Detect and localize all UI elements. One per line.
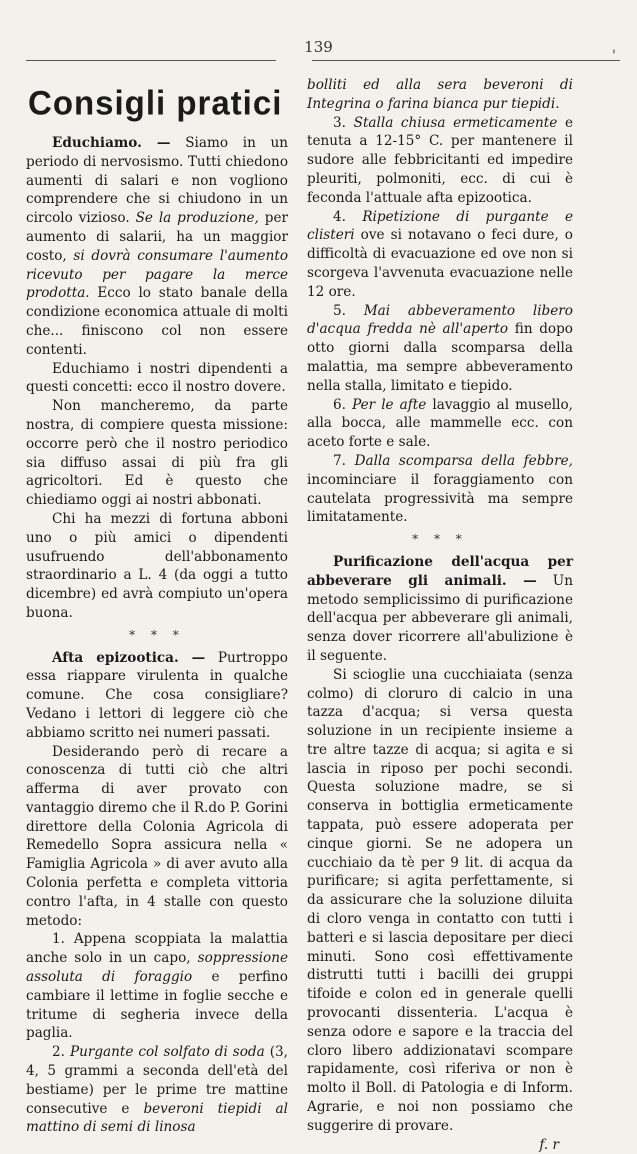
italic-text: Stalla chiusa ermeticamente [353,114,558,131]
signature: f. r [539,1136,559,1153]
header-rule-right [312,60,620,61]
left-column [26,74,288,1137]
section-heading-purificazione: Purificazione dell'acqua per abbeverare gli animali. — [307,553,573,589]
italic-text: Purgante col solfato di soda [69,1044,265,1061]
paragraph-text: 3. [333,114,346,131]
paragraph-text: 4. [333,208,346,225]
list-item [26,1043,288,1137]
right-column [307,76,573,1154]
paragraph-educhiamo [26,134,288,360]
italic-text: beveroni tiepidi al mattino di semi di linosa [26,1100,288,1136]
paragraph-text: 5. [333,302,346,319]
list-item [307,452,573,527]
italic-text: bolliti ed alla sera beveroni di Integrina o farina bianca pur tiepidi. [307,77,573,112]
italic-text: Dalla scomparsa della febbre, [354,452,573,469]
paragraph-text: ove si notavano o feci dure, o difficoltà di evacuazione ed ove non si scorgeva l'avvenuta evacuazione nelle 12 ore. [307,227,573,300]
paragraph-text: Un metodo semplicissimo di purificazione dell'acqua per abbeverare gli animali, senza dover ricorrere all'abulizione è il seguente. [307,572,574,664]
paragraph-continuation [307,76,573,114]
section-heading-educhiamo: Educhiamo. — [52,135,171,151]
italic-text: si dovrà consumare l'aumento ricevuto per pagare la merce prodotta. [26,247,288,302]
italic-text: Per le afte [352,396,427,413]
paragraph-text: 1. Appena scoppiata la malattia anche solo in un capo, [26,931,288,967]
page-title: Consigli pratici [28,83,283,122]
paragraph: Si scioglie una cucchiaiata (senza colmo) di cloruro di calcio in una tazza d'acqua; si versa questa soluzione in un recipiente insieme a tre altre tazze di acqua; si agita e si lascia in riposo per pochi secondi. Questa soluzione madre, se si conserva in bottiglia ermeticamente tappata, può essere adoperata per cinque giorni. Se ne adopera un cucchiaio da tè per 9 lit. di acqua da purificare; si agita perfettamente, si da assicurare che la soluzione diluita di cloro venga in contatto con tutti i batteri e si lascia depositare per dieci minuti. Sono così effettivamente distrutti tutti i bacilli dei gruppi tifoide e colon ed in generale quelli provocanti dissenteria. L'acqua è senza odore e sapore e la traccia del cloro libero addizionatavi scompare rapidamente, così riferiva or non è molto il Boll. di Patologia e di Inform. Agrarie, e noi non possiamo che suggerire di provare. [307,666,573,1134]
paragraph: Chi ha mezzi di fortuna abboni uno o più amici o dipendenti usufruendo dell'abbonamento straordinario a L. 4 (da oggi a tutto dicembre) ed avrà compiuto un'opera buona. [26,510,288,621]
paragraph-afta [26,649,288,743]
section-separator: * * * [412,532,468,547]
paragraph-text: (3, 4, 5 grammi a seconda dell'età del bestiame) per le prime tre mattine consecutive e [26,1044,288,1117]
list-item [307,114,573,208]
paragraph-text: 2. [52,1044,65,1061]
list-item [307,208,573,302]
header-mark: ' [612,48,616,64]
paragraph-text: lavaggio al musello, alla bocca, alle mammelle ecc. con aceto forte e sale. [307,396,574,451]
paragraph-text: Ecco lo stato banale della condizione economica attuale di molti che... finiscono col non essere contenti. [26,285,288,358]
page-number: 139 [304,38,333,56]
list-item [307,396,573,452]
section-separator: * * * [129,627,185,642]
paragraph-text: 7. [333,452,346,469]
paragraph-text: incominciare il foraggiamento con cautelata progressività ma sempre limitatamente. [307,471,573,526]
paragraph-text: e tenuta a 12-15° C. per mantenere il sudore alle febbricitanti ed impedire pleuriti, polmoniti, ecc. di cui è feconda l'attuale afta epizootica. [307,114,574,206]
paragraph-text: 6. [333,396,346,413]
paragraph: Educhiamo i nostri dipendenti a questi concetti: ecco il nostro dovere. [26,360,288,396]
paragraph-text: Siamo in un periodo di nervosismo. Tutti chiedono aumenti di salari e non vogliono comprendere che si chiudono in un circolo vizioso. [26,135,289,227]
section-heading-afta: Afta epizootica. — [52,649,206,666]
italic-text: Se la produzione, [135,210,259,227]
italic-text: Ripetizione di purgante e clisteri [307,208,574,244]
paragraph-text: Purtroppo essa riappare virulenta in qualche comune. Che cosa consigliare? Vedano i lettori di leggere ciò che abbiamo scritto nei numeri passati. [26,649,288,741]
italic-text: soppressione assoluta di foraggio [26,950,288,986]
paragraph: Desiderando però di recare a conoscenza di tutti ciò che altri afferma di aver provato con vantaggio diremo che il R.do P. Gorini direttore della Colonia Agricola di Remedello Sopra assicura nella « Famiglia Agricola » di aver avuto alla Colonia perfetta e completa vittoria contro l'afta, in 4 stalle con questo metodo: [26,743,288,929]
paragraph-text: fin dopo otto giorni dalla scomparsa della malattia, ma sempre abbeveramento nella stalla, limitato e tiepido. [307,321,573,394]
header-rule-left [26,60,276,61]
list-item [26,930,288,1043]
list-item [307,302,573,396]
paragraph-purificazione [307,553,573,666]
paragraph-text: e perfino cambiare il lettime in foglie secche e tritume di segheria invece della paglia. [26,969,288,1042]
paragraph-text: per aumento di salarii, ha un maggior costo, [26,210,288,264]
paragraph: Non mancheremo, da parte nostra, di compiere questa missione: occorre però che il nostro periodico sia diffuso assai di più fra gli agricoltori. Ed è questo che chiediamo oggi ai nostri abbonati. [26,398,288,509]
italic-text: Mai abbeveramento libero d'acqua fredda nè all'aperto [307,302,573,338]
